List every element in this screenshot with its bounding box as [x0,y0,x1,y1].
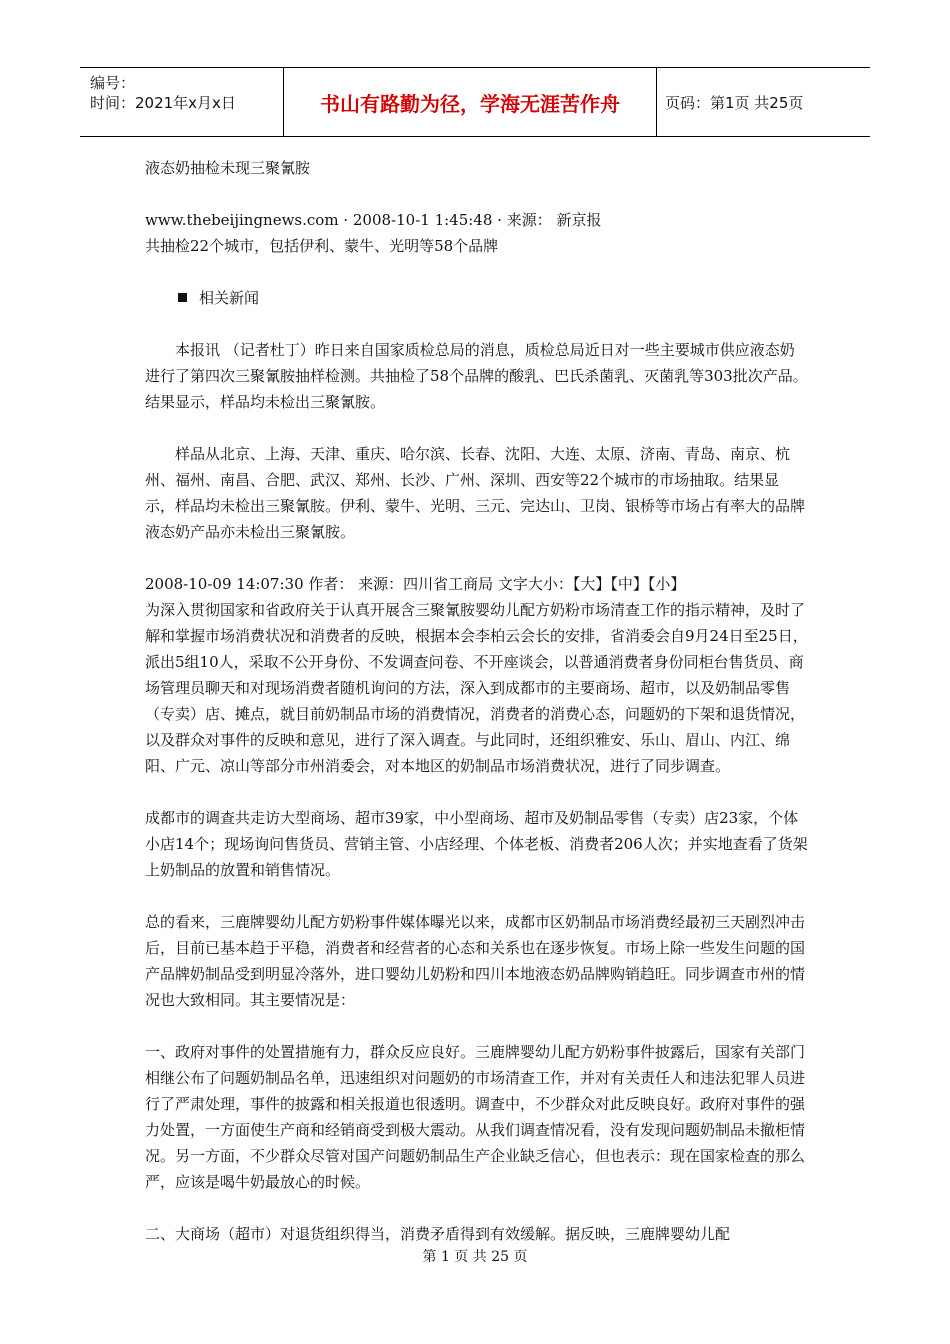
article-title: 液态奶抽检未现三聚氰胺 [145,159,311,177]
related-news-item[interactable] [145,285,809,311]
paragraph-1: 本报讯 （记者杜丁）昨日来自国家质检总局的消息，质检总局近日对一些主要城市供应液态奶进行了第四次三聚氰胺抽样检测。共抽检了58个品牌的酸乳、巴氏杀菌乳、灭菌乳等303批次产品。结果显示，样品均未检出三聚氰胺。 [145,341,808,411]
paragraph-2: 样品从北京、上海、天津、重庆、哈尔滨、长春、沈阳、大连、太原、济南、青岛、南京、杭州、福州、南昌、合肥、武汉、郑州、长沙、广州、深圳、西安等22个城市的市场抽取。结果显示，样品均未检出三聚氰胺。伊利、蒙牛、光明、三元、完达山、卫岗、银桥等市场占有率大的品牌液态奶产品亦未检出三聚氰胺。 [145,445,806,541]
page-header [80,67,870,137]
article-meta-line: 2008-10-09 14:07:30 作者： 来源：四川省工商局 文字大小：【大】【中】【小】 [145,575,686,593]
document-body [145,155,809,1247]
square-bullet-icon [178,293,187,302]
header-page-info: 页码：第1页 共25页 [665,93,804,112]
paragraph-7: 二、大商场（超市）对退货组织得当，消费矛盾得到有效缓解。据反映，三鹿牌婴幼儿配 [145,1225,731,1243]
header-motto: 书山有路勤为径，学海无涯苦作舟 [283,68,657,136]
paragraph-6: 一、政府对事件的处置措施有力，群众反应良好。三鹿牌婴幼儿配方奶粉事件披露后，国家有关部门相继公布了问题奶制品名单，迅速组织对问题奶的市场清查工作，并对有关责任人和违法犯罪人员进行了严肃处理，事件的披露和相关报道也很透明。调查中，不少群众对此反映良好。政府对事件的强力处置，一方面使生产商和经销商受到极大震动。从我们调查情况看，没有发现问题奶制品未撤柜情况。另一方面，不少群众尽管对国产问题奶制品生产企业缺乏信心，但也表示：现在国家检查的那么严，应该是喝牛奶最放心的时候。 [145,1043,806,1191]
page-footer: 第 1 页 共 25 页 [422,1249,528,1265]
paragraph-4: 成都市的调查共走访大型商场、超市39家，中小型商场、超市及奶制品零售（专卖）店23家，个体小店14个；现场询问售货员、营销主管、小店经理、个体老板、消费者206人次；并实地查看了货架上奶制品的放置和销售情况。 [145,809,808,879]
document-number-label: 编号： [90,74,136,92]
paragraph-3: 为深入贯彻国家和省政府关于认真开展含三聚氰胺婴幼儿配方奶粉市场清查工作的指示精神，及时了解和掌握市场消费状况和消费者的反映，根据本会李柏云会长的安排，省消委会自9月24日至25日，派出5组10人，采取不公开身份、不发调查问卷、不开座谈会，以普通消费者身份同柜台售货员、商场管理员聊天和对现场消费者随机询问的方法，深入到成都市的主要商场、超市，以及奶制品零售（专卖）店、摊点，就目前奶制品市场的消费情况，消费者的消费心态，问题奶的下架和退货情况，以及群众对事件的反映和意见，进行了深入调查。与此同时，还组织雅安、乐山、眉山、内江、绵阳、广元、凉山等部分市州消委会，对本地区的奶制品市场消费状况，进行了同步调查。 [145,601,808,775]
header-left-cell [80,68,283,136]
document-date-label: 时间：2021年x月x日 [90,94,236,112]
article-subtitle: 共抽检22个城市，包括伊利、蒙牛、光明等58个品牌 [145,237,499,255]
related-news-label: 相关新闻 [199,289,260,307]
article-source-line: www.thebeijingnews.com · 2008-10-1 1:45:48 · 来源： 新京报 [145,211,602,229]
paragraph-5: 总的看来，三鹿牌婴幼儿配方奶粉事件媒体曝光以来，成都市区奶制品市场消费经最初三天剧烈冲击后，目前已基本趋于平稳，消费者和经营者的心态和关系也在逐步恢复。市场上除一些发生问题的国产品牌奶制品受到明显冷落外，进口婴幼儿奶粉和四川本地液态奶品牌购销趋旺。同步调查市州的情况也大致相同。其主要情况是： [145,913,806,1009]
